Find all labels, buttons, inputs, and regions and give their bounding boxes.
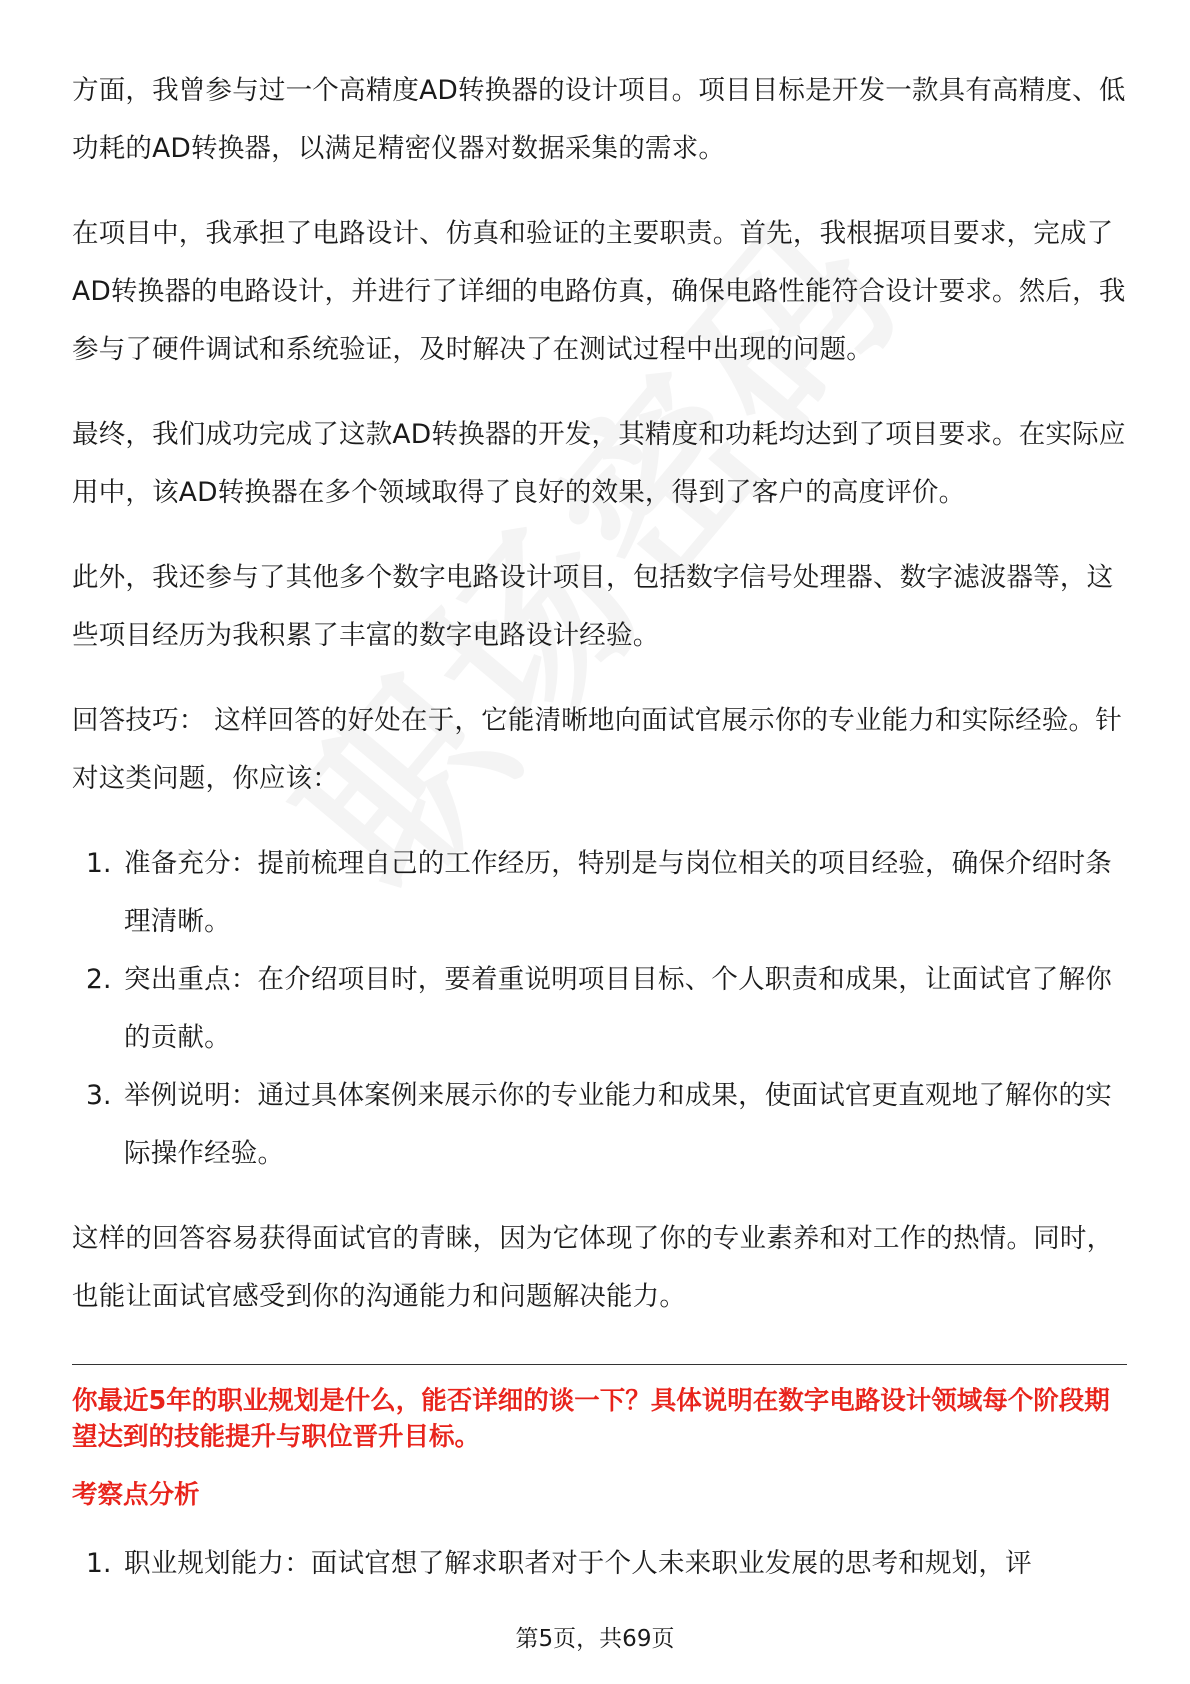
list-text: 准备充分：提前梳理自己的工作经历，特别是与岗位相关的项目经验，确保介绍时条理清晰。 — [124, 848, 1112, 937]
list-text: 突出重点：在介绍项目时，要着重说明项目目标、个人职责和成果，让面试官了解你的贡献。 — [124, 964, 1112, 1053]
list-item — [72, 951, 1127, 1067]
paragraph-answer-tips: 回答技巧： 这样回答的好处在于，它能清晰地向面试官展示你的专业能力和实际经验。针对这类问题，你应该： — [72, 705, 1122, 794]
list-number: 2. — [86, 964, 112, 995]
paragraph-result: 最终，我们成功完成了这款AD转换器的开发，其精度和功耗均达到了项目要求。在实际应用中，该AD转换器在多个领域取得了良好的效果，得到了客户的高度评价。 — [72, 419, 1126, 508]
list-number: 3. — [86, 1080, 112, 1111]
interview-question: 你最近5年的职业规划是什么，能否详细的谈一下？具体说明在数字电路设计领域每个阶段期望达到的技能提升与职位晋升目标。 — [72, 1386, 1110, 1452]
paragraph-closing: 这样的回答容易获得面试官的青睐，因为它体现了你的专业素养和对工作的热情。同时，也能让面试官感受到你的沟通能力和问题解决能力。 — [72, 1223, 1114, 1312]
section-title: 考察点分析 — [72, 1480, 200, 1510]
paragraph-project-intro: 方面，我曾参与过一个高精度AD转换器的设计项目。项目目标是开发一款具有高精度、低功耗的AD转换器，以满足精密仪器对数据采集的需求。 — [72, 75, 1126, 164]
section-divider — [72, 1364, 1127, 1365]
list-text: 举例说明：通过具体案例来展示你的专业能力和成果，使面试官更直观地了解你的实际操作经验。 — [124, 1080, 1112, 1169]
list-text: 职业规划能力：面试官想了解求职者对于个人未来职业发展的思考和规划，评 — [124, 1548, 1032, 1579]
list-item — [72, 1535, 1127, 1593]
analysis-list — [72, 1535, 1127, 1593]
list-item — [72, 1067, 1127, 1183]
tips-list — [72, 835, 1127, 1183]
list-item — [72, 835, 1127, 951]
paragraph-other-projects: 此外，我还参与了其他多个数字电路设计项目，包括数字信号处理器、数字滤波器等，这些项目经历为我积累了丰富的数字电路设计经验。 — [72, 562, 1114, 651]
list-number: 1. — [86, 848, 112, 879]
paragraph-responsibilities: 在项目中，我承担了电路设计、仿真和验证的主要职责。首先，我根据项目要求，完成了AD转换器的电路设计，并进行了详细的电路仿真，确保电路性能符合设计要求。然后，我参与了硬件调试和系统验证，及时解决了在测试过程中出现的问题。 — [72, 218, 1126, 365]
list-number: 1. — [86, 1548, 112, 1579]
page-footer: 第5页，共69页 — [515, 1626, 675, 1652]
document-body — [72, 62, 1127, 1620]
